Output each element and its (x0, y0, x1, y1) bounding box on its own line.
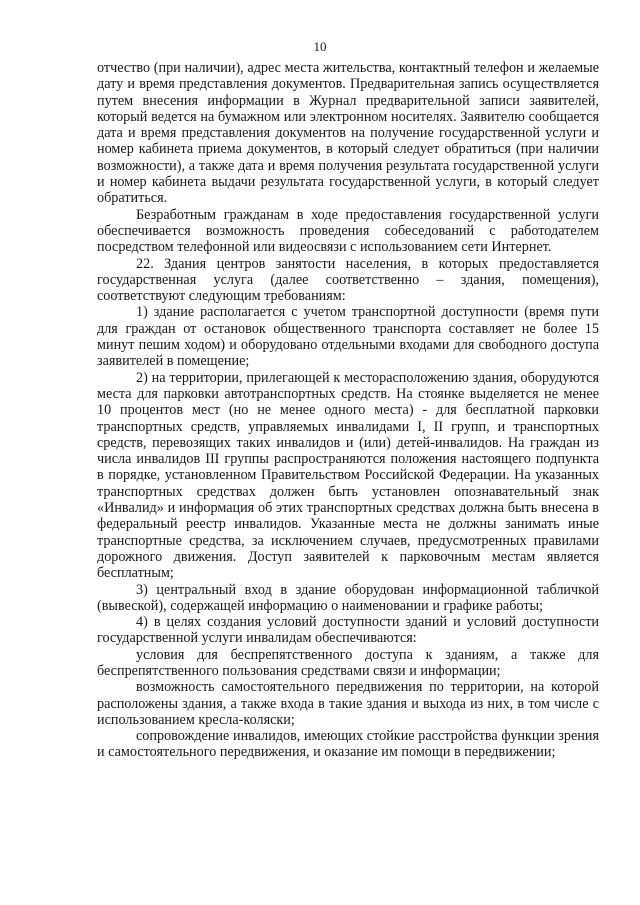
paragraph-continuation: отчество (при наличии), адрес места жительства, контактный телефон и желаемые дату и время представления документов. Предварительная запись осуществляется путем внесения информации в Журнал предварительной записи заявителей, который ведется на бумажном или электронном носителях. Заявителю сообщается дата и время представления документов на получение государственной услуги и номер кабинета приема документов, в который следует обратиться (при наличии возможности), а также дата и время получения результата государственной услуги и номер кабинета выдачи результата государственной услуги, в который следует обратиться. (97, 60, 599, 207)
paragraph-independent-movement: возможность самостоятельного передвижения по территории, на которой расположены здания, а также входа в такие здания и выхода из них, в том числе с использованием кресла-коляски; (97, 679, 599, 728)
paragraph-subitem-3: 3) центральный вход в здание оборудован информационной табличкой (вывеской), содержащей информацию о наименовании и графике работы; (97, 581, 599, 614)
paragraph-item-22: 22. Здания центров занятости населения, в которых предоставляется государственная услуга (далее соответственно – здания, помещения), соответствуют следующим требованиям: (97, 255, 599, 305)
page-number: 10 (313, 39, 327, 54)
paragraph-access-conditions: условия для беспрепятственного доступа к зданиям, а также для беспрепятственного пользования средствами связи и информации; (97, 646, 599, 679)
paragraph-subitem-2: 2) на территории, прилегающей к месторасположению здания, оборудуются места для парковки автотранспортных средств. На стоянке выделяется не менее 10 процентов мест (но не менее одного места) - для бесплатной парковки транспортных средств, управляемых инвалидами I, II групп, и транспортных средств, перевозящих таких инвалидов и (или) детей-инвалидов. На граждан из числа инвалидов III группы распространяются положения настоящего подпункта в порядке, установленном Правительством Российской Федерации. На указанных транспортных средствах должен быть установлен опознавательный знак «Инвалид» и информация об этих транспортных средствах должна быть внесена в федеральный реестр инвалидов. Указанные места не должны занимать иные транспортные средства, за исключением случаев, предусмотренных правилами дорожного движения. Доступ заявителей к парковочным местам является бесплатным; (97, 369, 599, 582)
paragraph-subitem-1: 1) здание располагается с учетом транспортной доступности (время пути для граждан от остановок общественного транспорта составляет не более 15 минут пешим ходом) и оборудовано отдельными входами для свободного доступа заявителей в помещение; (97, 304, 599, 370)
paragraph-subitem-4: 4) в целях создания условий доступности зданий и условий доступности государственной услуги инвалидам обеспечиваются: (97, 614, 599, 647)
paragraph-unemployed-interviews: Безработным гражданам в ходе предоставления государственной услуги обеспечивается возможность проведения собеседований с работодателем посредством телефонной или видеосвязи с использованием сети Интернет. (97, 206, 599, 256)
paragraph-escort-assistance: сопровождение инвалидов, имеющих стойкие расстройства функции зрения и самостоятельного передвижения, и оказание им помощи в передвижении; (97, 728, 599, 761)
body-text (97, 60, 599, 761)
